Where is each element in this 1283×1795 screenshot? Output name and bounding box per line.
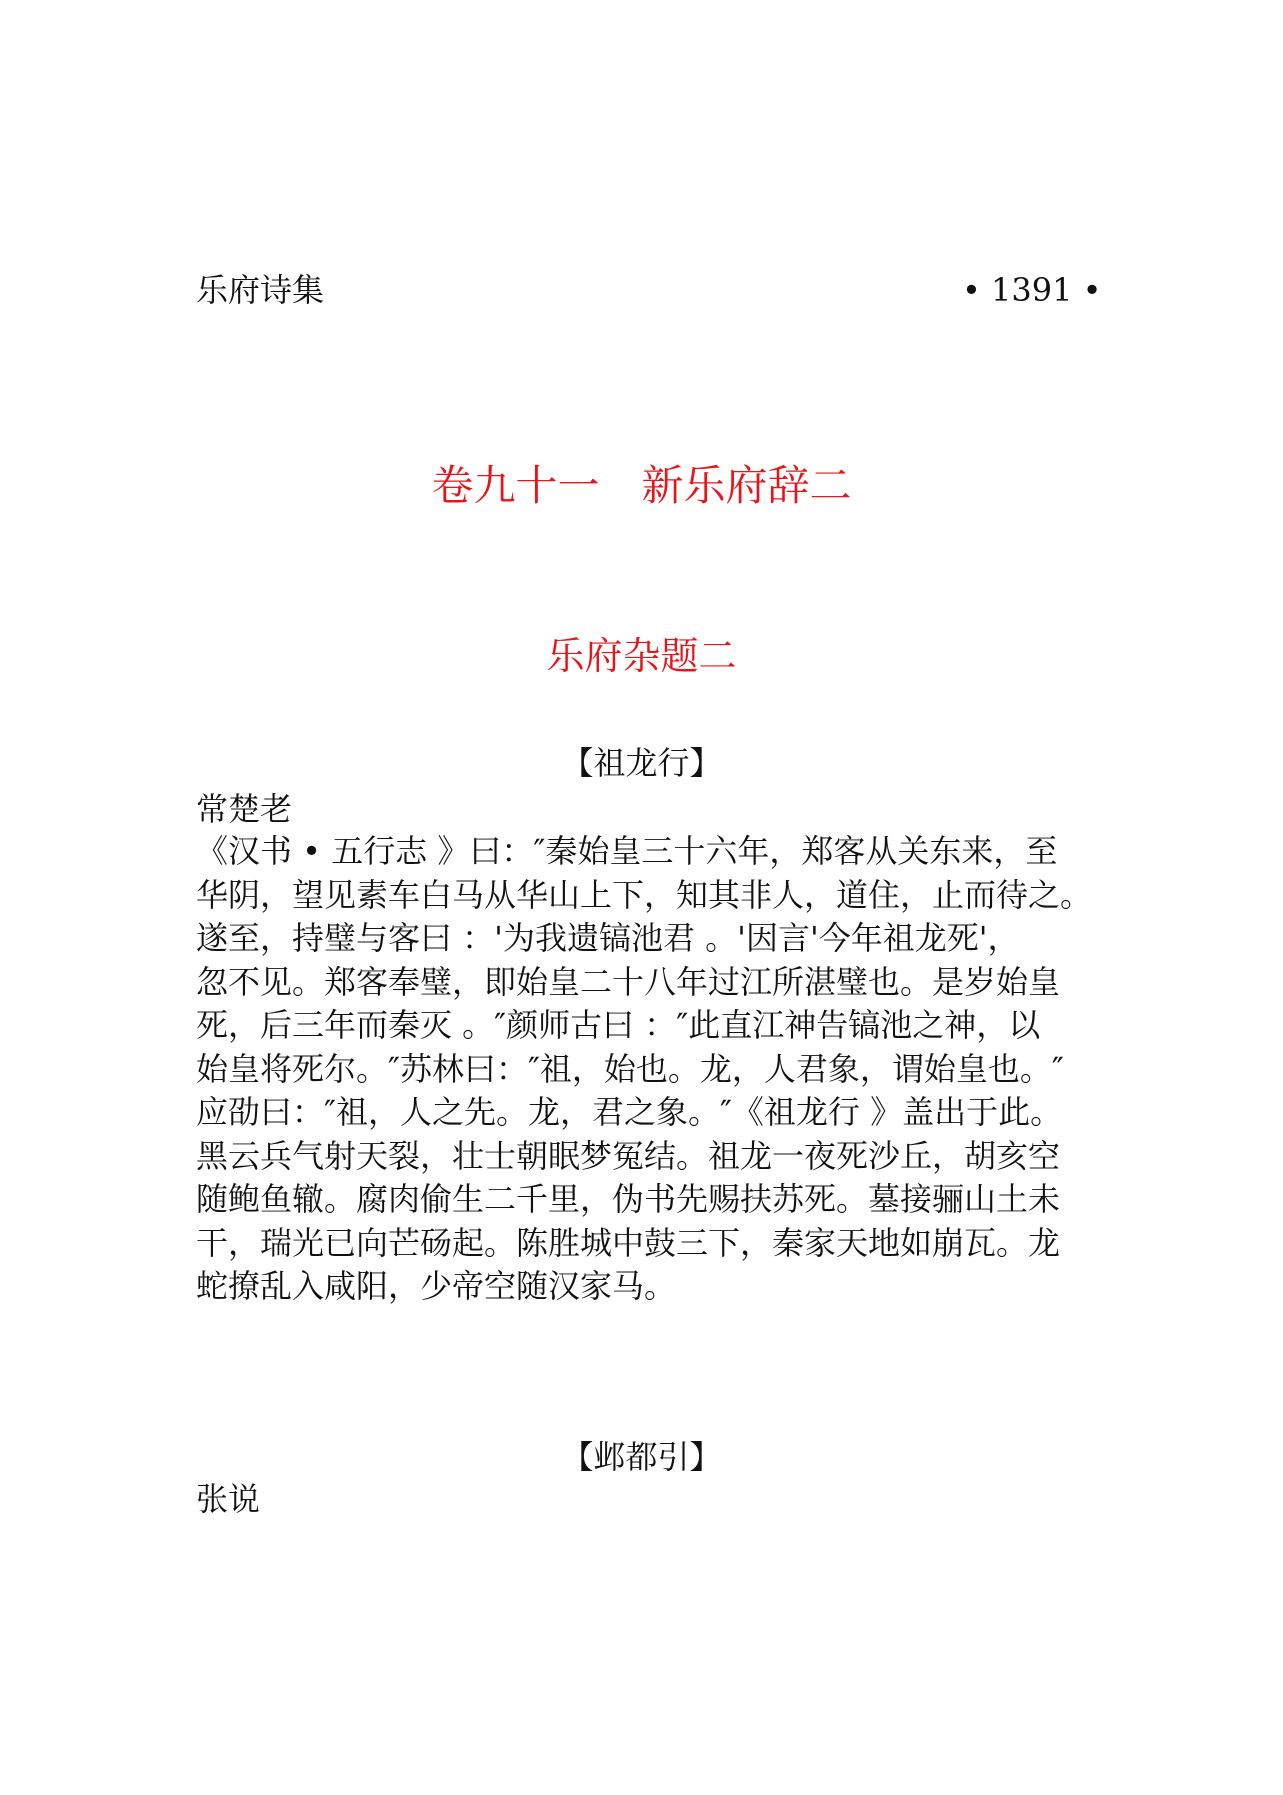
book-title: 乐府诗集 (196, 271, 325, 309)
poem-title: 【邺都引】 (561, 1438, 722, 1476)
text-line: 应劭曰：″祖，人之先。龙，君之象。″《祖龙行 》盖出于此。 (196, 1093, 1063, 1131)
text-line: 遂至，持璧与客曰 ：'为我遗镐池君 。'因言'今年祖龙死'， (196, 919, 1020, 957)
text-line: 黑云兵气射天裂，壮士朝眠梦冤结。祖龙一夜死沙丘，胡亥空 (196, 1136, 1061, 1175)
section-title: 乐府杂题二 (546, 634, 737, 678)
page-number: • 1391 • (962, 271, 1102, 309)
text-line: 死，后三年而秦灭 。″颜师古曰 ：″此直江神告镐池之神，以 (196, 1006, 1041, 1044)
text-line: 忽不见。郑客奉璧，即始皇二十八年过江所湛璧也。是岁始皇 (196, 962, 1061, 1001)
text-line: 蛇撩乱入咸阳，少帝空随汉家马。 (196, 1267, 677, 1305)
poem-author: 常楚老 (196, 790, 293, 828)
text-line: 《汉书 • 五行志 》曰：″秦始皇三十六年，郑客从关东来，至 (196, 832, 1058, 870)
volume-title: 卷九十一 新乐府辞二 (431, 461, 852, 510)
text-line: 始皇将死尔。″苏林曰：″祖，始也。龙，人君象，谓始皇也。″ (196, 1049, 1064, 1088)
poem-body (196, 830, 1126, 1309)
text-line: 随鲍鱼辙。腐肉偷生二千里，伪书先赐扶苏死。墓接骊山土未 (196, 1180, 1061, 1218)
poem-title: 【祖龙行】 (561, 744, 722, 782)
poem-author: 张说 (196, 1480, 261, 1518)
text-line: 干，瑞光已向芒砀起。陈胜城中鼓三下，秦家天地如崩瓦。龙 (196, 1223, 1061, 1262)
text-line: 华阴，望见素车白马从华山上下，知其非人，道住，止而待之。 (196, 875, 1093, 914)
